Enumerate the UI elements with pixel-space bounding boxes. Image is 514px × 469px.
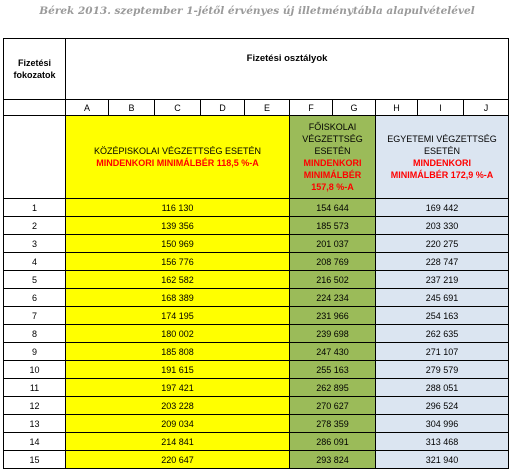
- grade-cell: 2: [4, 217, 66, 235]
- grade-cell: 3: [4, 235, 66, 253]
- university-line4: MINIMÁLBÉR 172,9 %-A: [390, 170, 494, 180]
- secondary-salary-cell: 203 228: [66, 397, 290, 415]
- class-letter: I: [418, 100, 464, 116]
- college-line4: MINDENKORI: [303, 158, 362, 168]
- university-salary-cell: 228 747: [376, 253, 509, 271]
- secondary-salary-cell: 150 969: [66, 235, 290, 253]
- secondary-salary-cell: 191 615: [66, 361, 290, 379]
- class-letter: G: [333, 100, 376, 116]
- university-salary-cell: 271 107: [376, 343, 509, 361]
- university-salary-cell: 321 940: [376, 451, 509, 469]
- classes-header: Fizetési osztályok: [66, 39, 509, 100]
- grade-header-line1: Fizetési: [17, 58, 51, 68]
- college-line3: ESETÉN: [314, 146, 351, 156]
- secondary-salary-cell: 197 421: [66, 379, 290, 397]
- category-spacer: [4, 116, 66, 199]
- table-row: [4, 199, 509, 217]
- college-salary-cell: 247 430: [290, 343, 376, 361]
- table-row: [4, 415, 509, 433]
- university-salary-cell: 254 163: [376, 307, 509, 325]
- grade-cell: 6: [4, 289, 66, 307]
- college-salary-cell: 293 824: [290, 451, 376, 469]
- salary-rows: [4, 199, 509, 469]
- secondary-salary-cell: 185 808: [66, 343, 290, 361]
- university-salary-cell: 279 579: [376, 361, 509, 379]
- college-salary-cell: 208 769: [290, 253, 376, 271]
- grade-cell: 13: [4, 415, 66, 433]
- university-line2: ESETÉN: [424, 146, 461, 156]
- grade-cell: 11: [4, 379, 66, 397]
- table-row: [4, 271, 509, 289]
- class-letter: B: [109, 100, 155, 116]
- page-title: Bérek 2013. szeptember 1-jétől érvényes új illetménytábla alapulvételével: [39, 5, 475, 17]
- class-letter: F: [290, 100, 333, 116]
- letters-row: [4, 100, 509, 116]
- university-salary-cell: 313 468: [376, 433, 509, 451]
- college-salary-cell: 154 644: [290, 199, 376, 217]
- college-salary-cell: 255 163: [290, 361, 376, 379]
- table-row: [4, 253, 509, 271]
- table-row: [4, 433, 509, 451]
- grade-header-line2: fokozatok: [13, 70, 56, 80]
- college-salary-cell: 278 359: [290, 415, 376, 433]
- university-salary-cell: 304 996: [376, 415, 509, 433]
- table-row: [4, 235, 509, 253]
- secondary-salary-cell: 214 841: [66, 433, 290, 451]
- secondary-salary-cell: 162 582: [66, 271, 290, 289]
- college-line1: FŐISKOLAI: [308, 122, 357, 132]
- grade-cell: 4: [4, 253, 66, 271]
- secondary-salary-cell: 174 195: [66, 307, 290, 325]
- table-row: [4, 343, 509, 361]
- university-salary-cell: 220 275: [376, 235, 509, 253]
- university-line3: MINDENKORI: [413, 158, 472, 168]
- secondary-category: [66, 116, 290, 199]
- header-row: [4, 39, 509, 100]
- secondary-salary-cell: 180 002: [66, 325, 290, 343]
- grade-cell: 12: [4, 397, 66, 415]
- university-line1: EGYETEMI VÉGZETTSÉG: [387, 134, 497, 144]
- table-row: [4, 361, 509, 379]
- class-letter: D: [201, 100, 245, 116]
- university-salary-cell: 169 442: [376, 199, 509, 217]
- university-salary-cell: 288 051: [376, 379, 509, 397]
- table-row: [4, 397, 509, 415]
- college-category: [290, 116, 376, 199]
- secondary-line1: KÖZÉPISKOLAI VÉGZETTSÉG ESETÉN: [93, 146, 262, 156]
- secondary-salary-cell: 156 776: [66, 253, 290, 271]
- college-salary-cell: 239 698: [290, 325, 376, 343]
- college-salary-cell: 262 895: [290, 379, 376, 397]
- grade-cell: 9: [4, 343, 66, 361]
- class-letter: H: [376, 100, 418, 116]
- class-letter: E: [245, 100, 290, 116]
- table-row: [4, 325, 509, 343]
- table-row: [4, 379, 509, 397]
- grade-cell: 5: [4, 271, 66, 289]
- category-row: [4, 116, 509, 199]
- grade-header-cell: [4, 39, 66, 100]
- grade-cell: 14: [4, 433, 66, 451]
- table-row: [4, 451, 509, 469]
- table-row: [4, 289, 509, 307]
- secondary-line2: MINDENKORI MINIMÁLBÉR 118,5 %-A: [96, 158, 259, 168]
- secondary-salary-cell: 168 389: [66, 289, 290, 307]
- university-category: [376, 116, 509, 199]
- grade-cell: 10: [4, 361, 66, 379]
- college-line6: 157,8 %-A: [311, 182, 354, 192]
- grade-cell: 7: [4, 307, 66, 325]
- grade-cell: 15: [4, 451, 66, 469]
- letters-spacer: [4, 100, 66, 116]
- table-row: [4, 307, 509, 325]
- college-salary-cell: 224 234: [290, 289, 376, 307]
- college-salary-cell: 185 573: [290, 217, 376, 235]
- college-salary-cell: 231 966: [290, 307, 376, 325]
- university-salary-cell: 262 635: [376, 325, 509, 343]
- college-salary-cell: 286 091: [290, 433, 376, 451]
- university-salary-cell: 237 219: [376, 271, 509, 289]
- secondary-salary-cell: 209 034: [66, 415, 290, 433]
- college-salary-cell: 270 627: [290, 397, 376, 415]
- university-salary-cell: 296 524: [376, 397, 509, 415]
- grade-cell: 8: [4, 325, 66, 343]
- secondary-salary-cell: 220 647: [66, 451, 290, 469]
- grade-cell: 1: [4, 199, 66, 217]
- secondary-salary-cell: 139 356: [66, 217, 290, 235]
- class-letter: J: [464, 100, 509, 116]
- salary-table: [3, 38, 509, 469]
- secondary-salary-cell: 116 130: [66, 199, 290, 217]
- college-line5: MINIMÁLBÉR: [303, 170, 362, 180]
- college-line2: VÉGZETTSÉG: [302, 134, 363, 144]
- university-salary-cell: 203 330: [376, 217, 509, 235]
- university-salary-cell: 245 691: [376, 289, 509, 307]
- class-letter: A: [66, 100, 109, 116]
- table-row: [4, 217, 509, 235]
- class-letter: C: [155, 100, 201, 116]
- college-salary-cell: 201 037: [290, 235, 376, 253]
- college-salary-cell: 216 502: [290, 271, 376, 289]
